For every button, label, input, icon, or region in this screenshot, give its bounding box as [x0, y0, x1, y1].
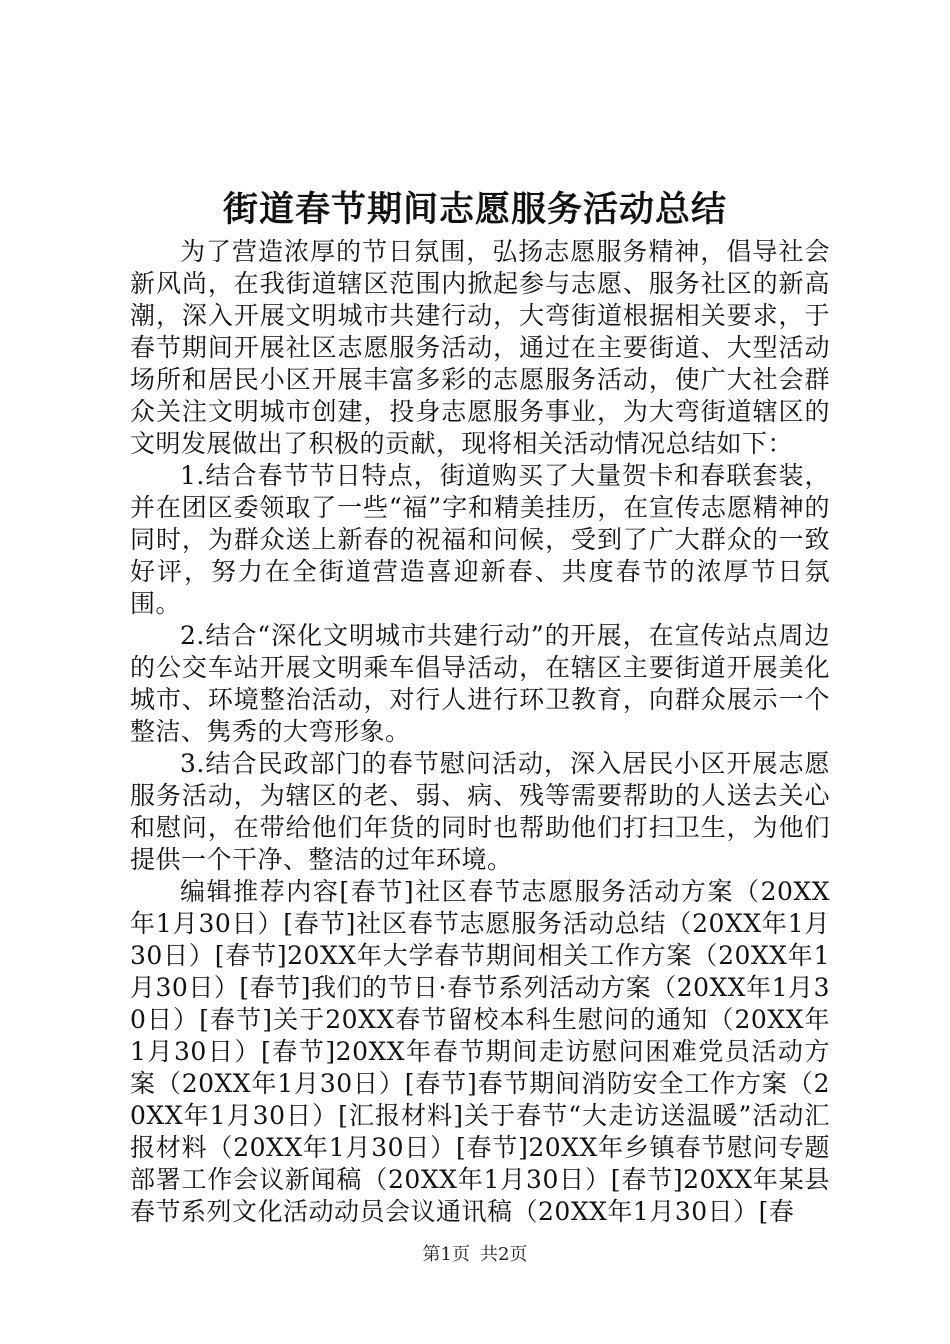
item-3-paragraph: 3.结合民政部门的春节慰问活动，深入居民小区开展志愿服务活动，为辖区的老、弱、病、残等需要帮助的人送去关心和慰问，在带给他们年货的同时也帮助他们打扫卫生，为他们提供一个干净、整洁的过年环境。: [130, 749, 830, 874]
page-number: 第1页: [422, 1244, 470, 1265]
intro-paragraph: 为了营造浓厚的节日氛围，弘扬志愿服务精神，倡导社会新风尚，在我街道辖区范围内掀起参与志愿、服务社区的新高潮，深入开展文明城市共建行动，大弯街道根据相关要求，于春节期间开展社区志愿服务活动，通过在主要街道、大型活动场所和居民小区开展丰富多彩的志愿服务活动，使广大社会群众关注文明城市创建，投身志愿服务事业，为大弯街道辖区的文明发展做出了积极的贡献，现将相关活动情况总结如下：: [130, 237, 830, 458]
recommended-content-paragraph: 编辑推荐内容[春节]社区春节志愿服务活动方案（20XX年1月30日）[春节]社区春节志愿服务活动总结（20XX年1月30日）[春节]20XX年大学春节期间相关工作方案（20XX年1月30日）[春节]我们的节日·春节系列活动方案（20XX年1月30日）[春节]关于20XX春节留校本科生慰问的通知（20XX年1月30日）[春节]20XX年春节期间走访慰问困难党员活动方案（20XX年1月30日）[春节]春节期间消防安全工作方案（20XX年1月30日）[汇报材料]关于春节“大走访送温暖”活动汇报材料（20XX年1月30日）[春节]20XX年乡镇春节慰问专题部署工作会议新闻稿（20XX年1月30日）[春节]20XX年某县春节系列文化活动动员会议通讯稿（20XX年1月30日）[春: [130, 877, 830, 1226]
page-footer: [0, 1243, 950, 1267]
document-body: [130, 236, 830, 1228]
page-total: 共2页: [480, 1244, 528, 1265]
document-title: 街道春节期间志愿服务活动总结: [222, 189, 727, 230]
item-1-paragraph: 1.结合春节节日特点，街道购买了大量贺卡和春联套装，并在团区委领取了一些“福”字和精美挂历，在宣传志愿精神的同时，为群众送上新春的祝福和问候，受到了广大群众的一致好评，努力在全街道营造喜迎新春、共度春节的浓厚节日氛围。: [130, 461, 830, 618]
item-2-paragraph: 2.结合“深化文明城市共建行动”的开展，在宣传站点周边的公交车站开展文明乘车倡导活动，在辖区主要街道开展美化城市、环境整治活动，对行人进行环卫教育，向群众展示一个整洁、隽秀的大弯形象。: [130, 621, 830, 746]
